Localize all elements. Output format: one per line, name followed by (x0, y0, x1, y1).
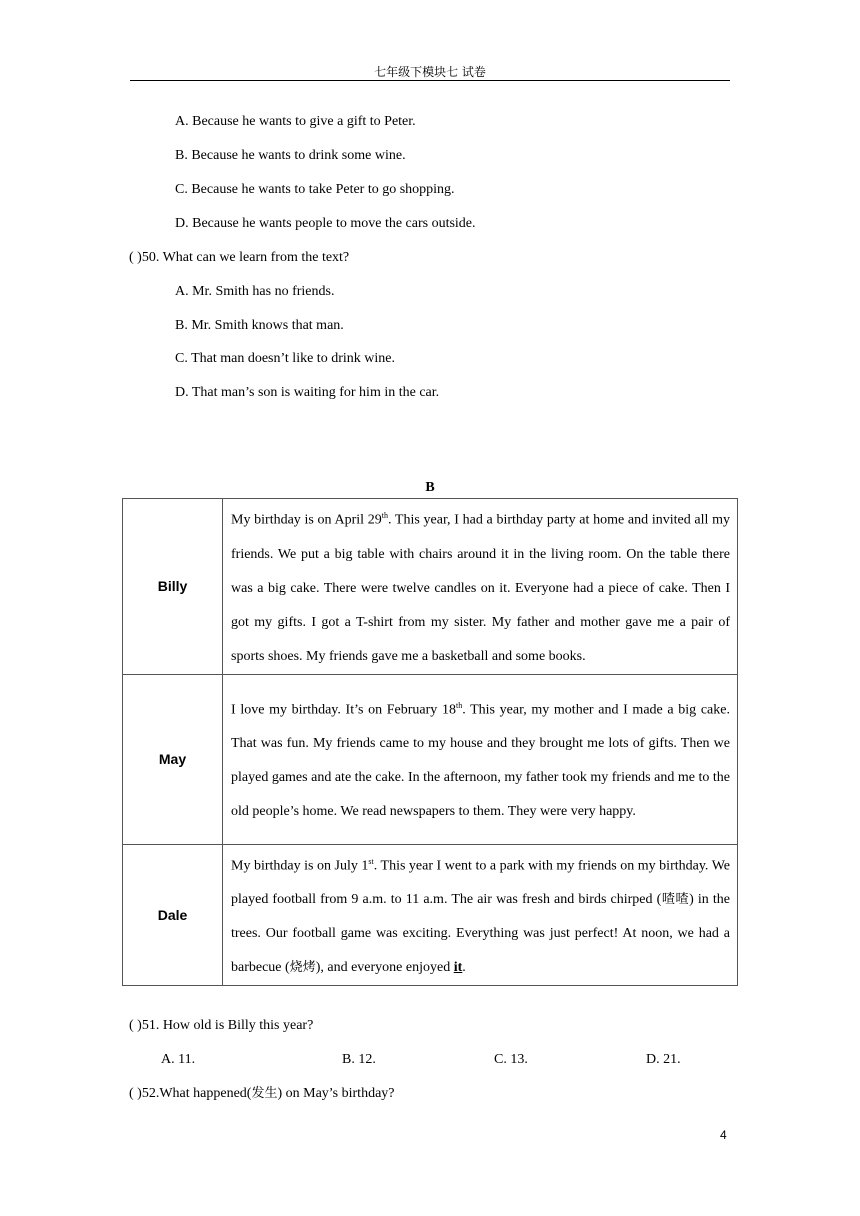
section-letter: B (425, 480, 435, 495)
q49-option-a: A. Because he wants to give a gift to Peter. (175, 114, 416, 129)
may-text-part1: I love my birthday. It’s on February 18 (231, 702, 456, 718)
header-rule (130, 80, 730, 81)
table-row-may (123, 674, 738, 844)
name-cell-dale: Dale (123, 844, 223, 986)
text-cell-may (223, 674, 738, 844)
q51-stem: ( )51. How old is Billy this year? (129, 1018, 314, 1033)
billy-sup: th (381, 511, 388, 520)
page-number: 4 (720, 1128, 727, 1142)
dale-cjk-barbecue: 烧烤 (289, 960, 316, 976)
dale-text-part1: My birthday is on July 1 (231, 858, 369, 874)
dale-text-part4: ), and everyone enjoyed (315, 960, 454, 976)
dale-sup: st (368, 856, 374, 866)
q49-option-b: B. Because he wants to drink some wine. (175, 148, 406, 163)
q52-stem (129, 1085, 395, 1103)
dale-text-part5: . (462, 960, 466, 976)
table-row-dale (123, 844, 738, 986)
billy-text-part2: . This year, I had a birthday party at home and invited all my friends. We put a big table with chairs around it in the living room. On the table there was a big cake. There were twelve candles on it. Everyone had a piece of cake. Then I got my gifts. I got a T-shirt from my sister. My father and mother gave me a pair of sports shoes. My friends gave me a basketball and some books. (231, 512, 730, 664)
name-cell-may: May (123, 674, 223, 844)
q51-option-b: B. 12. (342, 1052, 376, 1067)
dale-underlined-it: it (453, 960, 463, 976)
page-header-title: 七年级下模块七 试卷 (374, 65, 486, 79)
q51-option-d: D. 21. (646, 1052, 681, 1067)
q52-stem-cjk: 发生 (251, 1086, 278, 1101)
text-cell-billy (223, 499, 738, 675)
q50-stem: ( )50. What can we learn from the text? (129, 250, 350, 265)
q51-option-c: C. 13. (494, 1052, 528, 1067)
may-text-part2: . This year, my mother and I made a big cake. That was fun. My friends came to my house and they brought me lots of gifts. Then we played games and ate the cake. In the afternoon, my father took my friends and me to the old people’s home. We read newspapers to them. They were very happy. (231, 702, 730, 820)
q50-option-a: A. Mr. Smith has no friends. (175, 284, 335, 299)
birthday-table (122, 498, 738, 986)
table-row-billy (123, 499, 738, 675)
q51-option-a: A. 11. (161, 1052, 196, 1067)
billy-text-part1: My birthday is on April 29 (231, 512, 382, 528)
q52-stem-part1: ( )52.What happened( (129, 1086, 252, 1101)
q50-option-b: B. Mr. Smith knows that man. (175, 318, 344, 333)
q50-option-c: C. That man doesn’t like to drink wine. (175, 351, 395, 366)
q49-option-c: C. Because he wants to take Peter to go shopping. (175, 182, 455, 197)
q50-option-d: D. That man’s son is waiting for him in the car. (175, 385, 440, 400)
text-cell-dale (223, 844, 738, 986)
dale-cjk-chirped: 喳喳 (661, 892, 690, 908)
q49-option-d: D. Because he wants people to move the cars outside. (175, 216, 476, 231)
may-sup: th (455, 700, 463, 710)
q52-stem-part2: ) on May’s birthday? (277, 1086, 395, 1101)
name-cell-billy: Billy (123, 499, 223, 675)
dale-text-part3: ) in the trees. Our football game was exciting. Everything was just perfect! At noon, we had a barbecue ( (231, 892, 730, 976)
dale-text-part2: . This year I went to a park with my friends on my birthday. We played football from 9 a.m. to 11 a.m. The air was fresh and birds chirped ( (231, 858, 730, 908)
